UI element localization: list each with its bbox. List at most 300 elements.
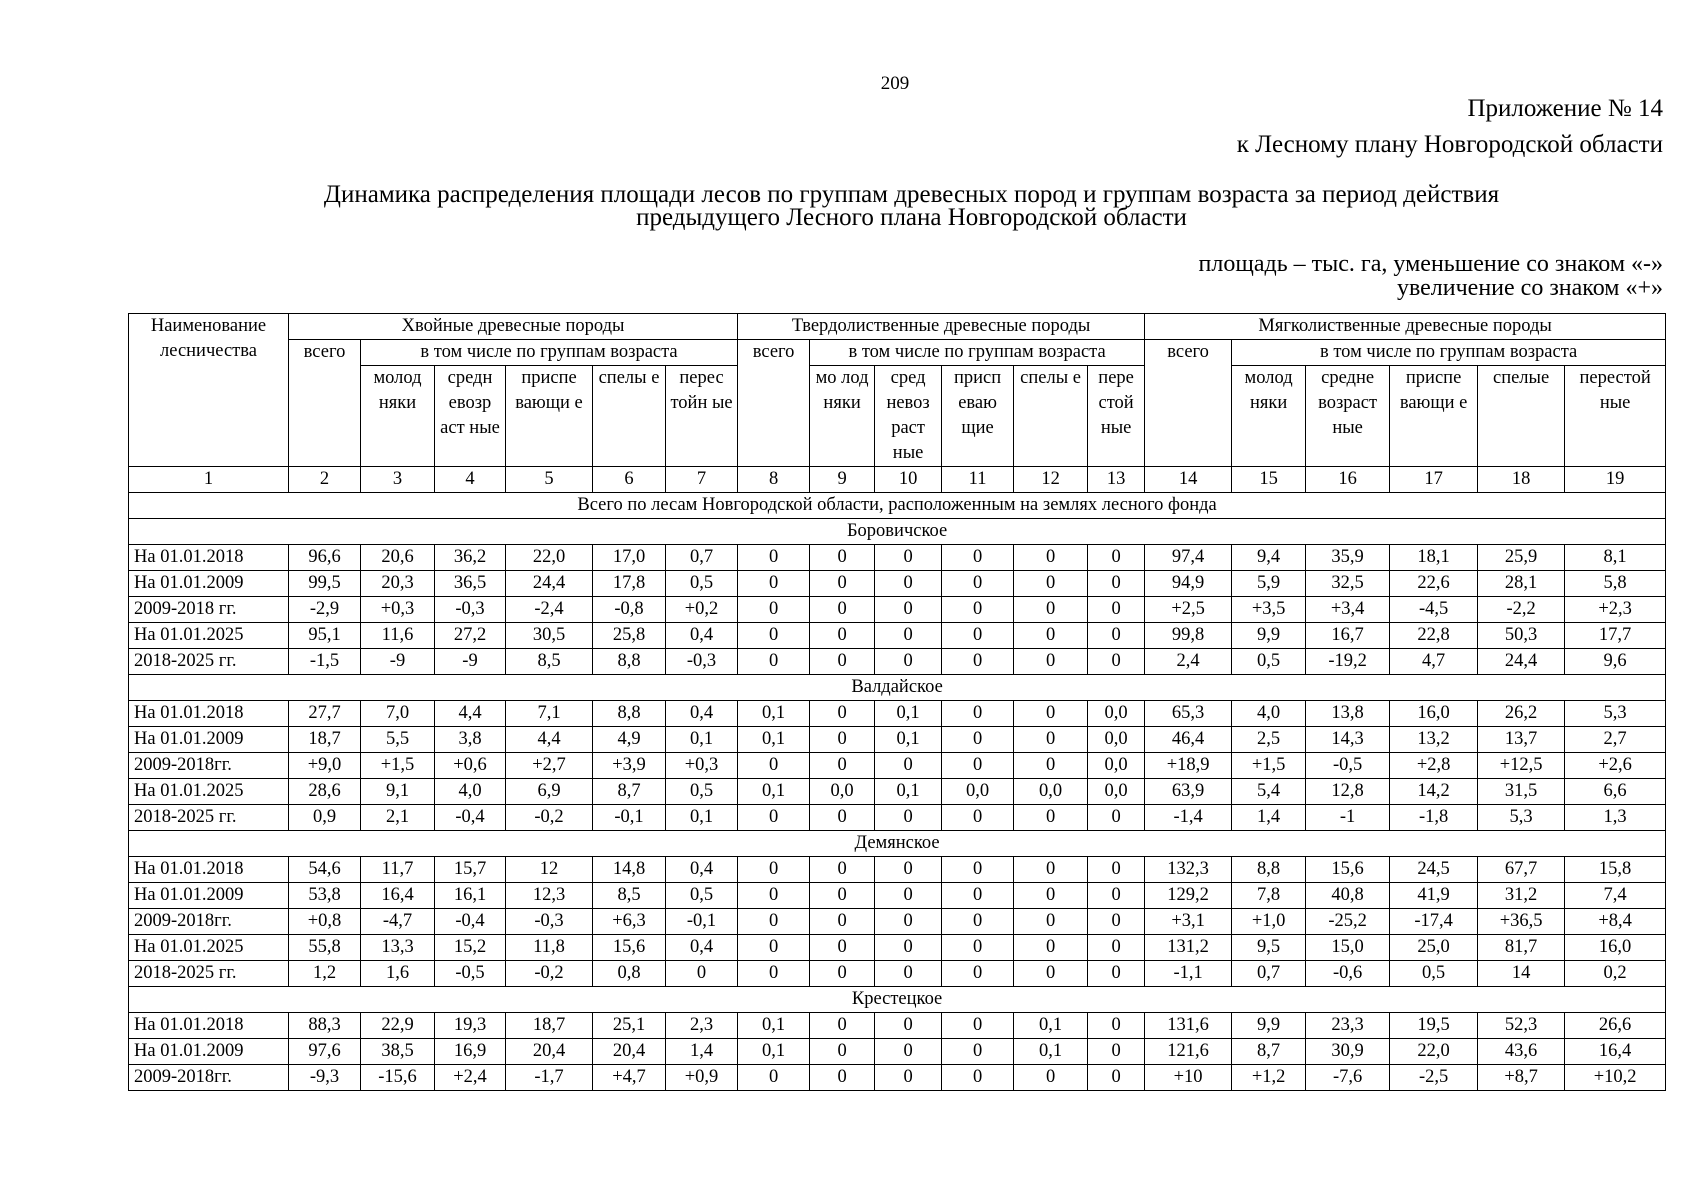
table-cell: +2,4 <box>435 1065 506 1091</box>
table-cell: 0 <box>810 753 875 779</box>
header-group-conifer: Хвойные древесные породы <box>289 314 738 340</box>
row-label: 2018-2025 гг. <box>129 961 289 987</box>
table-cell: +6,3 <box>593 909 666 935</box>
title-line-2: предыдущего Лесного плана Новгородской области <box>636 204 1187 231</box>
table-cell: +10 <box>1145 1065 1232 1091</box>
header-age-conifer-5: перес тойн ые <box>666 366 738 467</box>
table-cell: +2,5 <box>1145 597 1232 623</box>
table-cell: +0,3 <box>361 597 435 623</box>
table-cell: 121,6 <box>1145 1039 1232 1065</box>
header-age-hardwood-4: спелы е <box>1014 366 1088 467</box>
column-number: 5 <box>506 467 593 493</box>
table-cell: 0,5 <box>1390 961 1478 987</box>
table-cell: 95,1 <box>289 623 361 649</box>
table-cell: 0 <box>738 909 810 935</box>
table-cell: 0 <box>810 935 875 961</box>
table-cell: -15,6 <box>361 1065 435 1091</box>
table-cell: 16,0 <box>1565 935 1666 961</box>
table-cell: 99,5 <box>289 571 361 597</box>
table-cell: 14,8 <box>593 857 666 883</box>
table-cell: 0 <box>738 857 810 883</box>
table-cell: 0 <box>942 545 1014 571</box>
table-cell: 0 <box>738 1065 810 1091</box>
table-cell: 30,9 <box>1306 1039 1390 1065</box>
header-total: всего <box>738 340 810 467</box>
table-cell: 0 <box>738 545 810 571</box>
table-cell: 25,8 <box>593 623 666 649</box>
header-group-hardwood: Твердолиственные древесные породы <box>738 314 1145 340</box>
table-cell: 24,4 <box>1478 649 1565 675</box>
table-cell: 14,3 <box>1306 727 1390 753</box>
table-cell: +18,9 <box>1145 753 1232 779</box>
table-cell: 16,1 <box>435 883 506 909</box>
table-cell: 0 <box>810 1039 875 1065</box>
column-number: 2 <box>289 467 361 493</box>
table-cell: 32,5 <box>1306 571 1390 597</box>
table-cell: 36,5 <box>435 571 506 597</box>
header-total: всего <box>289 340 361 467</box>
table-cell: 0 <box>875 623 942 649</box>
table-cell: 0 <box>875 753 942 779</box>
table-cell: 52,3 <box>1478 1013 1565 1039</box>
table-cell: 0 <box>738 753 810 779</box>
table-cell: 15,2 <box>435 935 506 961</box>
table-cell: 28,6 <box>289 779 361 805</box>
table-cell: 25,1 <box>593 1013 666 1039</box>
table-cell: 4,7 <box>1390 649 1478 675</box>
table-cell: -2,4 <box>506 597 593 623</box>
table-cell: 8,5 <box>506 649 593 675</box>
table-cell: 0,0 <box>1088 753 1145 779</box>
header-age-hardwood-1: мо лод няки <box>810 366 875 467</box>
table-cell: 0 <box>942 805 1014 831</box>
table-cell: 0 <box>810 857 875 883</box>
table-cell: 0 <box>942 701 1014 727</box>
table-cell: 0 <box>810 1065 875 1091</box>
table-cell: 96,6 <box>289 545 361 571</box>
table-cell: 5,8 <box>1565 571 1666 597</box>
table-cell: -4,5 <box>1390 597 1478 623</box>
table-row <box>129 1013 1666 1039</box>
table-cell: 0 <box>942 623 1014 649</box>
table-cell: 43,6 <box>1478 1039 1565 1065</box>
table-cell: +0,6 <box>435 753 506 779</box>
table-cell: 12,3 <box>506 883 593 909</box>
table-cell: +3,1 <box>1145 909 1232 935</box>
table-cell: 0 <box>875 909 942 935</box>
column-number: 13 <box>1088 467 1145 493</box>
column-number: 8 <box>738 467 810 493</box>
table-cell: +36,5 <box>1478 909 1565 935</box>
table-cell: 18,7 <box>506 1013 593 1039</box>
column-number: 1 <box>129 467 289 493</box>
table-cell: 97,6 <box>289 1039 361 1065</box>
table-cell: 0 <box>875 961 942 987</box>
table-cell: 0 <box>1014 571 1088 597</box>
table-cell: 15,6 <box>593 935 666 961</box>
table-cell: 6,9 <box>506 779 593 805</box>
row-label: На 01.01.2018 <box>129 545 289 571</box>
table-cell: 0,1 <box>738 701 810 727</box>
table-cell: 99,8 <box>1145 623 1232 649</box>
table-cell: 12,8 <box>1306 779 1390 805</box>
document-title <box>240 183 1583 229</box>
table-cell: 0,2 <box>1565 961 1666 987</box>
table-cell: 16,0 <box>1390 701 1478 727</box>
table-cell: 0 <box>810 727 875 753</box>
table-cell: -0,4 <box>435 909 506 935</box>
table-cell: 0,7 <box>1232 961 1306 987</box>
table-cell: 4,9 <box>593 727 666 753</box>
table-cell: 16,4 <box>1565 1039 1666 1065</box>
table-cell: 94,9 <box>1145 571 1232 597</box>
table-cell: -0,5 <box>435 961 506 987</box>
appendix-line-1: Приложение № 14 <box>1467 95 1663 122</box>
table-cell: 20,6 <box>361 545 435 571</box>
table-cell: 0 <box>875 883 942 909</box>
table-cell: 54,6 <box>289 857 361 883</box>
column-number: 14 <box>1145 467 1232 493</box>
table-cell: 0 <box>666 961 738 987</box>
table-cell: 0 <box>875 935 942 961</box>
table-cell: 0,1 <box>738 727 810 753</box>
table-cell: 0 <box>810 649 875 675</box>
units-line-2: увеличение со знаком «+» <box>1396 275 1663 301</box>
table-cell: +2,7 <box>506 753 593 779</box>
table-row <box>129 961 1666 987</box>
table-cell: 0 <box>738 649 810 675</box>
table-cell: 6,6 <box>1565 779 1666 805</box>
table-cell: 0 <box>942 727 1014 753</box>
table-cell: 20,3 <box>361 571 435 597</box>
table-cell: 13,7 <box>1478 727 1565 753</box>
column-number: 3 <box>361 467 435 493</box>
table-cell: 132,3 <box>1145 857 1232 883</box>
table-cell: 30,5 <box>506 623 593 649</box>
table-cell: 0 <box>942 857 1014 883</box>
table-cell: 20,4 <box>506 1039 593 1065</box>
table-cell: 26,2 <box>1478 701 1565 727</box>
table-cell: +1,2 <box>1232 1065 1306 1091</box>
table-cell: 0 <box>1088 571 1145 597</box>
table-cell: +0,3 <box>666 753 738 779</box>
row-label: На 01.01.2025 <box>129 935 289 961</box>
header-age-hardwood-3: присп еваю щие <box>942 366 1014 467</box>
table-cell: 131,6 <box>1145 1013 1232 1039</box>
table-row <box>129 1065 1666 1091</box>
row-label: На 01.01.2025 <box>129 623 289 649</box>
table-cell: 65,3 <box>1145 701 1232 727</box>
table-cell: 14 <box>1478 961 1565 987</box>
column-number: 17 <box>1390 467 1478 493</box>
header-age-hardwood-5: пере стой ные <box>1088 366 1145 467</box>
table-cell: 0,1 <box>666 805 738 831</box>
table-cell: 7,4 <box>1565 883 1666 909</box>
table-cell: 23,3 <box>1306 1013 1390 1039</box>
table-cell: 31,5 <box>1478 779 1565 805</box>
table-cell: 8,8 <box>1232 857 1306 883</box>
table-cell: 0 <box>810 623 875 649</box>
row-label: 2018-2025 гг. <box>129 805 289 831</box>
table-cell: 0 <box>810 909 875 935</box>
table-cell: 35,9 <box>1306 545 1390 571</box>
table-cell: +1,5 <box>361 753 435 779</box>
table-cell: -9 <box>361 649 435 675</box>
table-cell: 4,0 <box>435 779 506 805</box>
table-cell: 17,7 <box>1565 623 1666 649</box>
table-cell: 28,1 <box>1478 571 1565 597</box>
table-cell: 15,0 <box>1306 935 1390 961</box>
table-cell: 8,7 <box>593 779 666 805</box>
table-cell: 0,0 <box>942 779 1014 805</box>
row-label: На 01.01.2009 <box>129 571 289 597</box>
appendix-line-2: к Лесному плану Новгородской области <box>1236 131 1663 158</box>
table-cell: 12 <box>506 857 593 883</box>
table-cell: 22,8 <box>1390 623 1478 649</box>
table-cell: 0 <box>1088 857 1145 883</box>
table-cell: -25,2 <box>1306 909 1390 935</box>
table-cell: 20,4 <box>593 1039 666 1065</box>
table-cell: -1 <box>1306 805 1390 831</box>
table-cell: 0 <box>810 545 875 571</box>
table-cell: 11,6 <box>361 623 435 649</box>
table-cell: 5,4 <box>1232 779 1306 805</box>
table-cell: 22,9 <box>361 1013 435 1039</box>
table-cell: 5,3 <box>1478 805 1565 831</box>
table-cell: 0,0 <box>810 779 875 805</box>
table-cell: 46,4 <box>1145 727 1232 753</box>
row-label: На 01.01.2018 <box>129 857 289 883</box>
table-cell: 13,8 <box>1306 701 1390 727</box>
table-cell: 0,1 <box>875 727 942 753</box>
table-cell: -9 <box>435 649 506 675</box>
table-cell: 18,1 <box>1390 545 1478 571</box>
table-cell: 97,4 <box>1145 545 1232 571</box>
row-label: На 01.01.2009 <box>129 883 289 909</box>
table-cell: 8,8 <box>593 649 666 675</box>
table-cell: 13,2 <box>1390 727 1478 753</box>
row-label: На 01.01.2009 <box>129 1039 289 1065</box>
table-cell: +4,7 <box>593 1065 666 1091</box>
table-cell: 1,6 <box>361 961 435 987</box>
table-cell: 88,3 <box>289 1013 361 1039</box>
table-cell: +3,9 <box>593 753 666 779</box>
table-cell: +10,2 <box>1565 1065 1666 1091</box>
table-row <box>129 623 1666 649</box>
table-row <box>129 727 1666 753</box>
table-cell: 0 <box>738 623 810 649</box>
table-cell: -0,6 <box>1306 961 1390 987</box>
table-cell: +9,0 <box>289 753 361 779</box>
column-number: 4 <box>435 467 506 493</box>
table-cell: 0 <box>1088 623 1145 649</box>
table-cell: 0 <box>1014 545 1088 571</box>
header-by-age: в том числе по группам возраста <box>361 340 738 366</box>
table-cell: 16,7 <box>1306 623 1390 649</box>
column-number: 19 <box>1565 467 1666 493</box>
table-cell: 0 <box>942 883 1014 909</box>
table-cell: 4,4 <box>435 701 506 727</box>
table-cell: 2,7 <box>1565 727 1666 753</box>
table-cell: +3,5 <box>1232 597 1306 623</box>
table-cell: 0 <box>1014 805 1088 831</box>
table-cell: 41,9 <box>1390 883 1478 909</box>
table-cell: 0 <box>942 649 1014 675</box>
table-cell: +8,7 <box>1478 1065 1565 1091</box>
table-cell: 131,2 <box>1145 935 1232 961</box>
table-cell: -4,7 <box>361 909 435 935</box>
table-cell: 0 <box>942 753 1014 779</box>
table-cell: 1,2 <box>289 961 361 987</box>
header-age-softwood-5: перестой ные <box>1565 366 1666 467</box>
table-cell: 0 <box>1014 909 1088 935</box>
table-cell: 0 <box>738 961 810 987</box>
table-cell: 16,4 <box>361 883 435 909</box>
table-cell: -0,4 <box>435 805 506 831</box>
table-cell: 22,6 <box>1390 571 1478 597</box>
table-row <box>129 597 1666 623</box>
table-cell: 11,7 <box>361 857 435 883</box>
table-cell: 25,0 <box>1390 935 1478 961</box>
table-cell: 0,1 <box>738 1013 810 1039</box>
table-cell: -19,2 <box>1306 649 1390 675</box>
table-cell: 5,3 <box>1565 701 1666 727</box>
row-label: На 01.01.2018 <box>129 1013 289 1039</box>
table-cell: 0,1 <box>1014 1039 1088 1065</box>
table-cell: 67,7 <box>1478 857 1565 883</box>
row-label: 2009-2018 гг. <box>129 597 289 623</box>
table-cell: 0,9 <box>289 805 361 831</box>
table-cell: -2,9 <box>289 597 361 623</box>
table-cell: 0 <box>1088 805 1145 831</box>
table-cell: 19,5 <box>1390 1013 1478 1039</box>
table-cell: 22,0 <box>506 545 593 571</box>
table-cell: 0 <box>875 545 942 571</box>
table-cell: 0 <box>1014 727 1088 753</box>
column-number: 15 <box>1232 467 1306 493</box>
units-line-1: площадь – тыс. га, уменьшение со знаком «-» <box>1198 251 1663 277</box>
table-row <box>129 545 1666 571</box>
table-cell: 0,5 <box>1232 649 1306 675</box>
table-cell: +0,2 <box>666 597 738 623</box>
table-cell: 40,8 <box>1306 883 1390 909</box>
table-cell: 81,7 <box>1478 935 1565 961</box>
table-cell: 0 <box>810 701 875 727</box>
table-cell: 15,7 <box>435 857 506 883</box>
table-cell: 4,4 <box>506 727 593 753</box>
header-name-col: Наименование лесничества <box>129 314 289 467</box>
header-age-conifer-2: средн евозр аст ные <box>435 366 506 467</box>
table-cell: 0,0 <box>1088 779 1145 805</box>
table-cell: 7,1 <box>506 701 593 727</box>
header-age-conifer-1: молод няки <box>361 366 435 467</box>
table-cell: 0 <box>1014 753 1088 779</box>
table-cell: -17,4 <box>1390 909 1478 935</box>
table-cell: 15,6 <box>1306 857 1390 883</box>
table-cell: 0,0 <box>1014 779 1088 805</box>
table-cell: 0 <box>875 857 942 883</box>
table-cell: -0,2 <box>506 961 593 987</box>
table-cell: 0,4 <box>666 857 738 883</box>
header-group-softwood: Мягколиственные древесные породы <box>1145 314 1666 340</box>
header-by-age: в том числе по группам возраста <box>1232 340 1666 366</box>
table-cell: 9,6 <box>1565 649 1666 675</box>
appendix-caption <box>1237 91 1663 163</box>
table-cell: 27,2 <box>435 623 506 649</box>
table-cell: 9,4 <box>1232 545 1306 571</box>
table-cell: 8,8 <box>593 701 666 727</box>
table-cell: 50,3 <box>1478 623 1565 649</box>
table-cell: 0 <box>738 597 810 623</box>
table-cell: 0 <box>1088 883 1145 909</box>
table-cell: 15,8 <box>1565 857 1666 883</box>
table-cell: 19,3 <box>435 1013 506 1039</box>
table-cell: 0,1 <box>875 701 942 727</box>
header-by-age: в том числе по группам возраста <box>810 340 1145 366</box>
table-cell: 0 <box>875 1065 942 1091</box>
table-cell: 18,7 <box>289 727 361 753</box>
column-number: 16 <box>1306 467 1390 493</box>
row-label: 2009-2018гг. <box>129 909 289 935</box>
table-cell: 0,4 <box>666 935 738 961</box>
table-cell: 0,4 <box>666 623 738 649</box>
table-cell: -0,1 <box>666 909 738 935</box>
table-row <box>129 805 1666 831</box>
table-cell: 0,4 <box>666 701 738 727</box>
section-header: Крестецкое <box>129 987 1666 1013</box>
table-cell: 8,1 <box>1565 545 1666 571</box>
table-cell: 0 <box>738 805 810 831</box>
table-cell: 25,9 <box>1478 545 1565 571</box>
table-cell: -1,7 <box>506 1065 593 1091</box>
table-row <box>129 571 1666 597</box>
table-cell: 0 <box>1014 701 1088 727</box>
page-number: 209 <box>880 73 910 94</box>
table-cell: 2,5 <box>1232 727 1306 753</box>
table-cell: 0 <box>1088 1013 1145 1039</box>
table-cell: 11,8 <box>506 935 593 961</box>
table-cell: 4,0 <box>1232 701 1306 727</box>
column-number: 6 <box>593 467 666 493</box>
table-cell: 9,9 <box>1232 623 1306 649</box>
table-cell: 38,5 <box>361 1039 435 1065</box>
table-cell: 0,1 <box>875 779 942 805</box>
table-cell: 13,3 <box>361 935 435 961</box>
table-cell: 9,5 <box>1232 935 1306 961</box>
table-cell: 17,0 <box>593 545 666 571</box>
table-cell: 24,5 <box>1390 857 1478 883</box>
table-cell: 0 <box>1014 883 1088 909</box>
table-cell: +0,9 <box>666 1065 738 1091</box>
table-cell: 26,6 <box>1565 1013 1666 1039</box>
table-cell: +3,4 <box>1306 597 1390 623</box>
table-cell: 0 <box>1014 1065 1088 1091</box>
table-cell: 0 <box>1014 597 1088 623</box>
table-cell: +1,0 <box>1232 909 1306 935</box>
table-cell: +8,4 <box>1565 909 1666 935</box>
section-header: Демянское <box>129 831 1666 857</box>
table-cell: -0,8 <box>593 597 666 623</box>
table-cell: 0 <box>810 805 875 831</box>
table-cell: +2,3 <box>1565 597 1666 623</box>
table-cell: 5,9 <box>1232 571 1306 597</box>
table-cell: 0 <box>738 935 810 961</box>
table-cell: +0,8 <box>289 909 361 935</box>
table-cell: -0,2 <box>506 805 593 831</box>
table-row <box>129 857 1666 883</box>
table-cell: 0 <box>738 571 810 597</box>
table-cell: 0 <box>942 935 1014 961</box>
